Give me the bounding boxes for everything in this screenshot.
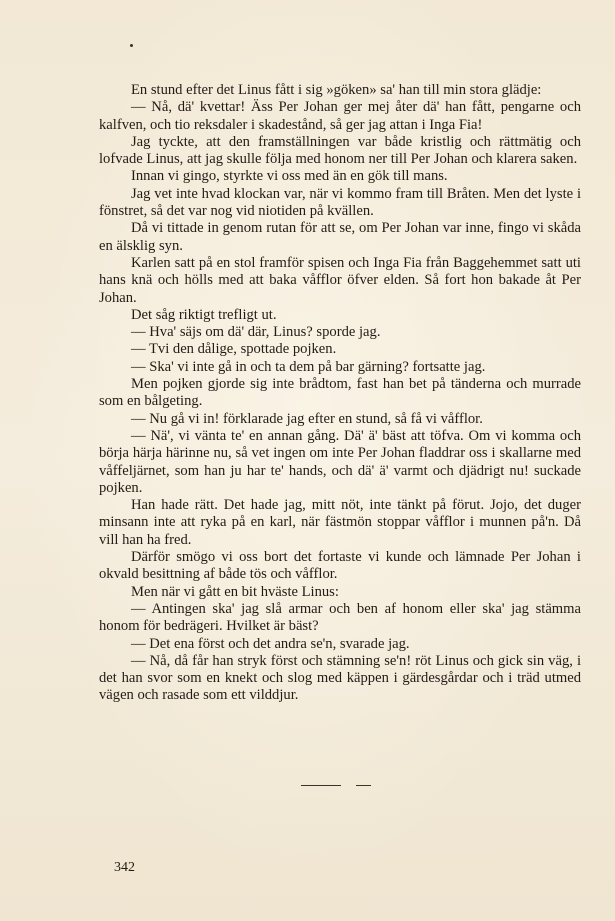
paragraph: Men pojken gjorde sig inte brådtom, fast han bet på tänderna och murrade som en bålgeting. xyxy=(99,376,581,410)
paragraph: Han hade rätt. Det hade jag, mitt nöt, inte tänkt på förut. Jojo, det duger minsann inte att ryka på en karl, när fästmön stoppar våfflor i munnen på'n. Då vill han ha fred. xyxy=(99,497,581,548)
paragraph: — Nå, dä' kvettar! Äss Per Johan ger mej åter dä' han fått, pengarne och kalfven, och tio reksdaler i skadestånd, så ger jag attan i Inga Fia! xyxy=(99,99,581,133)
body-text xyxy=(99,82,581,705)
section-divider-right xyxy=(356,785,371,786)
paragraph: Därför smögo vi oss bort det fortaste vi kunde och lämnade Per Johan i okvald besittning af både tös och våfflor. xyxy=(99,549,581,583)
paragraph: Det såg riktigt trefligt ut. xyxy=(131,306,277,323)
paragraph: Jag tyckte, att den framställningen var både kristlig och rättmätig och lofvade Linus, att jag skulle följa med honom ner till Per Johan och klarera saken. xyxy=(99,133,581,168)
paragraph: — Antingen ska' jag slå armar och ben af honom eller ska' jag stämma honom för bedrägeri. Hvilket är bäst? xyxy=(99,600,581,635)
paragraph: — Nä', vi vänta te' en annan gång. Dä' ä' bäst att töfva. Om vi komma och börja härja härinne nu, så vet ingen om inte Per Johan fladdrar oss i skallarne med våffeljärnet, som han ju har te' hands, och dä' ä' varmt och djädrigt nu! suckade pojken. xyxy=(99,427,581,496)
paragraph: Då vi tittade in genom rutan för att se, om Per Johan var inne, fingo vi skåda en älsklig syn. xyxy=(99,220,581,254)
paragraph: — Hva' säjs om dä' där, Linus? sporde jag. xyxy=(131,324,381,341)
paragraph: — Nå, då får han stryk först och stämning se'n! röt Linus och gick sin väg, i det han svor som en knekt och slog med käppen i gärdesgårdar och i träd utmed vägen och rasade som ett vilddjur. xyxy=(99,652,581,704)
page-speck xyxy=(130,44,133,47)
section-divider-left xyxy=(301,785,341,786)
paragraph: Innan vi gingo, styrkte vi oss med än en gök till mans. xyxy=(131,168,448,185)
paragraph: Jag vet inte hvad klockan var, när vi kommo fram till Bråten. Men det lyste i fönstret, så det var nog vid niotiden på kvällen. xyxy=(99,185,581,220)
paragraph: — Tvi den dålige, spottade pojken. xyxy=(131,341,337,358)
paragraph: Men när vi gått en bit hväste Linus: xyxy=(131,583,339,600)
paragraph: En stund efter det Linus fått i sig »göken» sa' han till min stora glädje: xyxy=(131,82,542,98)
paragraph: — Det ena först och det andra se'n, svarade jag. xyxy=(131,635,410,652)
paragraph: — Ska' vi inte gå in och ta dem på bar gärning? fortsatte jag. xyxy=(131,358,486,375)
page-number: 342 xyxy=(114,860,135,875)
paragraph: Karlen satt på en stol framför spisen och Inga Fia från Baggehemmet satt uti hans knä och hölls med att baka våfflor öfver elden. Så fort hon bakade åt Per Johan. xyxy=(99,254,581,306)
paragraph: — Nu gå vi in! förklarade jag efter en stund, så få vi våfflor. xyxy=(131,410,483,427)
